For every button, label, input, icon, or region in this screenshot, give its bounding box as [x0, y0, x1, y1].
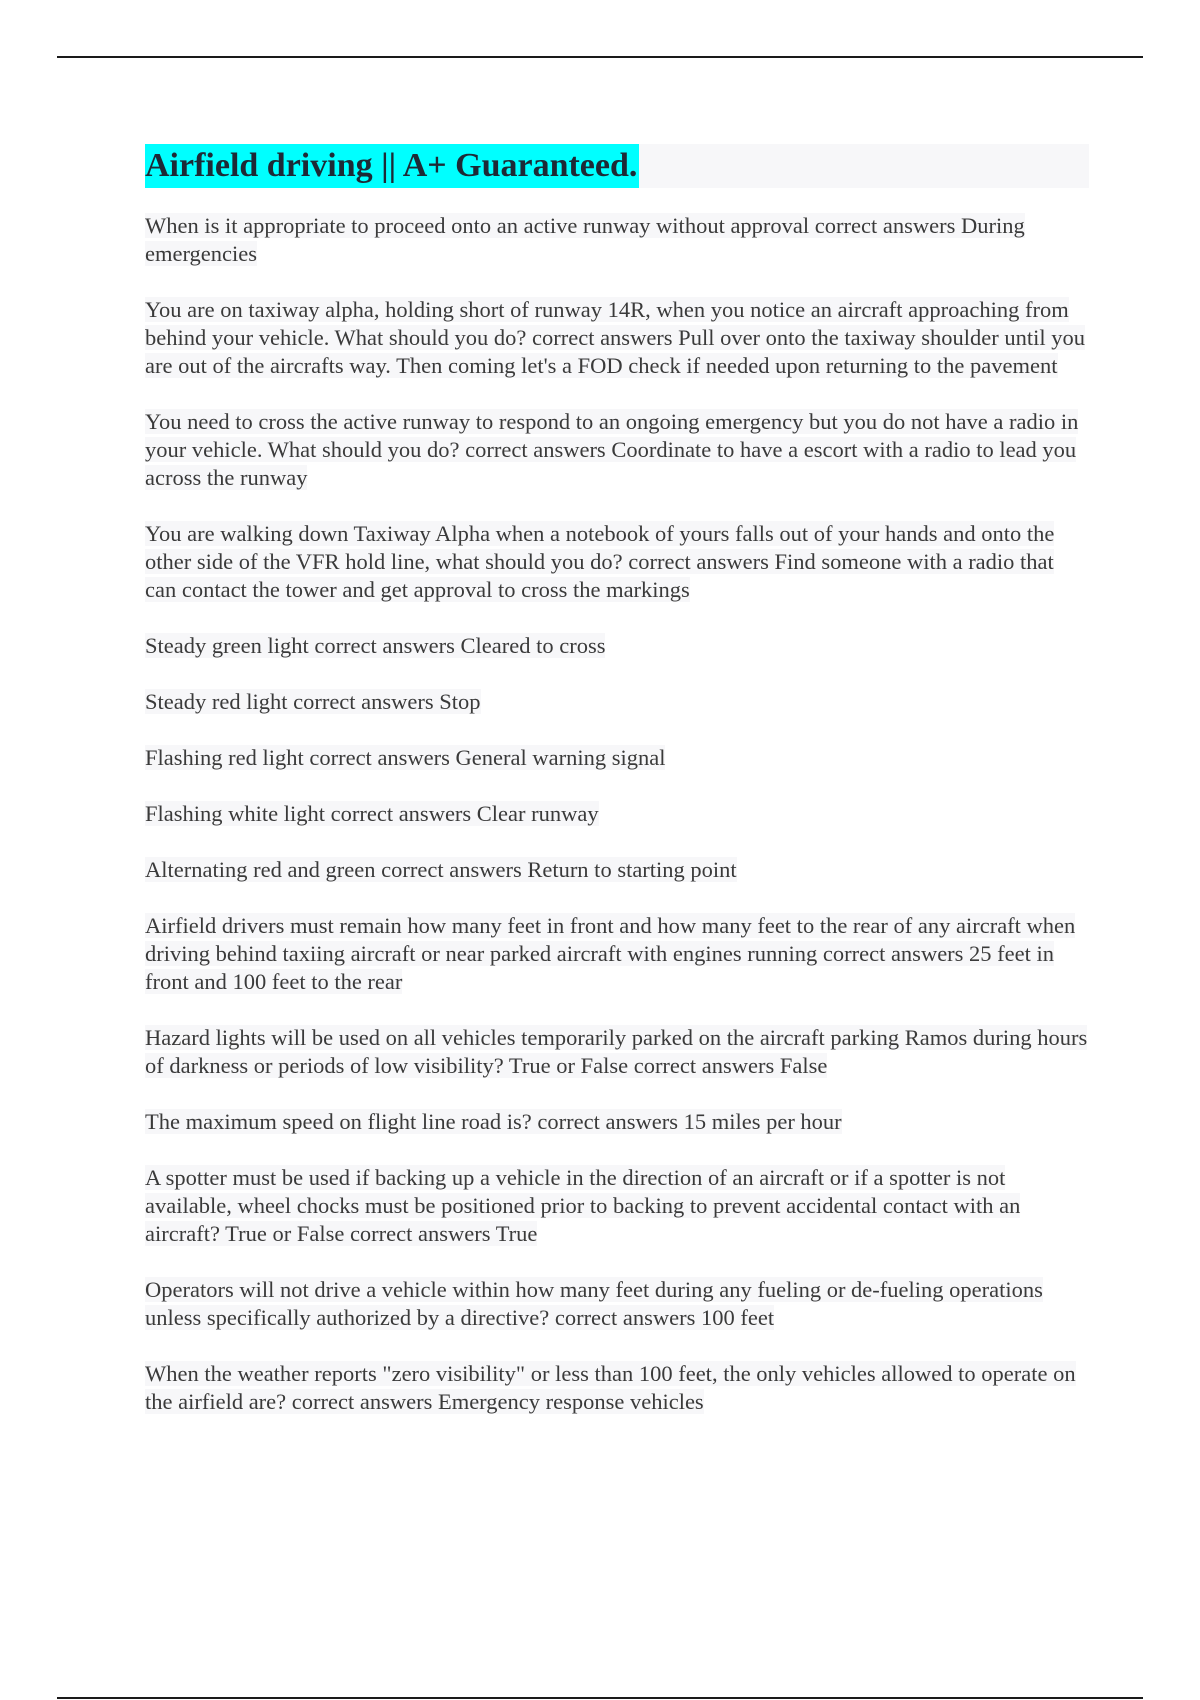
- qa-text: Alternating red and green correct answers Return to starting point: [145, 857, 737, 882]
- bottom-rule: [57, 1697, 1143, 1699]
- qa-item: [145, 744, 1089, 772]
- qa-text: Flashing red light correct answers General warning signal: [145, 745, 666, 770]
- qa-list: [145, 212, 1089, 1416]
- qa-text: Steady green light correct answers Cleared to cross: [145, 633, 606, 658]
- qa-item: [145, 1164, 1089, 1248]
- qa-text: You are walking down Taxiway Alpha when a notebook of yours falls out of your hands and onto the other side of the VFR hold line, what should you do? correct answers Find someone with a radio that can contact the tower and get approval to cross the markings: [145, 521, 1055, 602]
- document-body: [145, 144, 1089, 1444]
- qa-text: A spotter must be used if backing up a vehicle in the direction of an aircraft or if a spotter is not available, wheel chocks must be positioned prior to backing to prevent accidental contact with an aircraft? True or False correct answers True: [145, 1165, 1021, 1246]
- qa-item: [145, 632, 1089, 660]
- qa-item: [145, 1276, 1089, 1332]
- qa-text: The maximum speed on flight line road is? correct answers 15 miles per hour: [145, 1109, 842, 1134]
- qa-text: When the weather reports "zero visibility" or less than 100 feet, the only vehicles allowed to operate on the airfield are? correct answers Emergency response vehicles: [145, 1361, 1076, 1414]
- qa-item: [145, 1024, 1089, 1080]
- qa-item: [145, 296, 1089, 380]
- title-band: [145, 144, 1089, 188]
- qa-text: Steady red light correct answers Stop: [145, 689, 481, 714]
- qa-item: [145, 520, 1089, 604]
- qa-item: [145, 688, 1089, 716]
- qa-item: [145, 212, 1089, 268]
- top-rule: [57, 56, 1143, 58]
- qa-item: [145, 856, 1089, 884]
- qa-item: [145, 912, 1089, 996]
- qa-item: [145, 408, 1089, 492]
- qa-item: [145, 1360, 1089, 1416]
- document-title: Airfield driving || A+ Guaranteed.: [145, 144, 639, 188]
- qa-text: When is it appropriate to proceed onto an active runway without approval correct answers During emergencies: [145, 213, 1025, 266]
- qa-text: Flashing white light correct answers Clear runway: [145, 801, 599, 826]
- qa-item: [145, 1108, 1089, 1136]
- qa-item: [145, 800, 1089, 828]
- qa-text: Hazard lights will be used on all vehicles temporarily parked on the aircraft parking Ramos during hours of darkness or periods of low visibility? True or False correct answers False: [145, 1025, 1088, 1078]
- qa-text: You need to cross the active runway to respond to an ongoing emergency but you do not have a radio in your vehicle. What should you do? correct answers Coordinate to have a escort with a radio to lead you across the runway: [145, 409, 1079, 490]
- qa-text: Airfield drivers must remain how many feet in front and how many feet to the rear of any aircraft when driving behind taxiing aircraft or near parked aircraft with engines running correct answers 25 feet in front and 100 feet to the rear: [145, 913, 1076, 994]
- qa-text: You are on taxiway alpha, holding short of runway 14R, when you notice an aircraft approaching from behind your vehicle. What should you do? correct answers Pull over onto the taxiway shoulder until you are out of the aircrafts way. Then coming let's a FOD check if needed upon returning to the pavement: [145, 297, 1086, 378]
- qa-text: Operators will not drive a vehicle within how many feet during any fueling or de-fueling operations unless specifically authorized by a directive? correct answers 100 feet: [145, 1277, 1043, 1330]
